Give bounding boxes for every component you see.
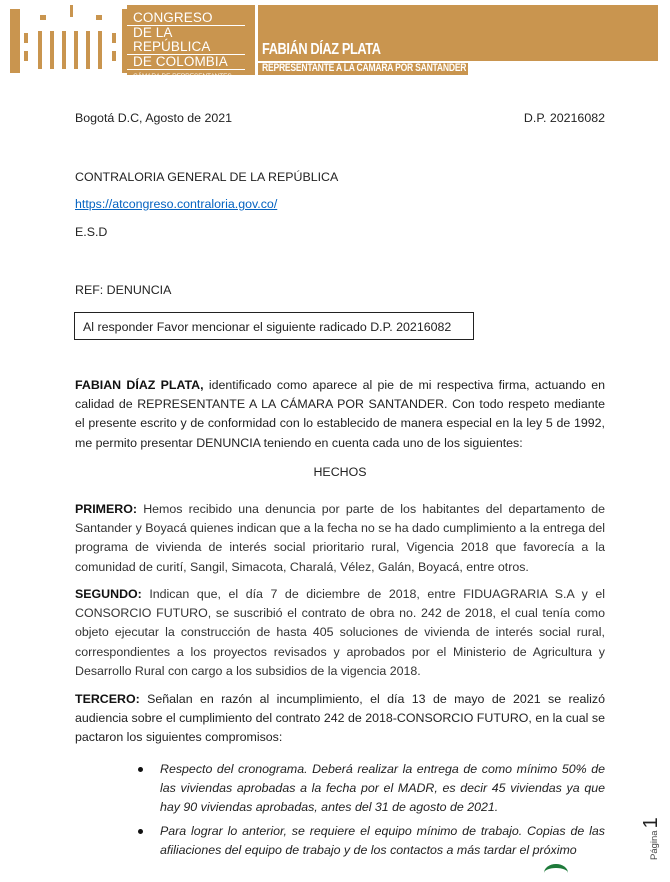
place-date: Bogotá D.C, Agosto de 2021: [75, 111, 233, 125]
page-number-value: 1: [640, 817, 662, 829]
fact-tercero: [75, 690, 605, 748]
representative-title: REPRESENTANTE A LA CÁMARA POR SANTANDER: [262, 62, 467, 74]
fact-segundo: [75, 585, 605, 681]
reference-number: D.P. 20216082: [523, 111, 605, 125]
list-item: [138, 760, 605, 818]
intro-name: FABIAN DÍAZ PLATA,: [75, 378, 204, 392]
representative-title-banner: [258, 63, 468, 75]
fact-text: Hemos recibido una denuncia por parte de los habitantes del departamento de Santander y Boyacá quienes indican que a la fecha no se ha dado cumplimiento a la entrega del programa de vivienda de interés social prioritario rural, Vigencia 2018 que favorecía a la comunidad de curití, Sangil, Simacota, Charalá, Vélez, Galán, Boyacá, entre otros.: [75, 502, 605, 574]
esd-label: E.S.D: [75, 225, 108, 239]
contraloria-link[interactable]: https://atcongreso.contraloria.gov.co/: [75, 197, 278, 211]
section-title-hechos: HECHOS: [313, 465, 367, 479]
fact-label: TERCERO:: [75, 692, 140, 706]
radicado-notice: Al responder Favor mencionar el siguiente radicado D.P. 20216082: [83, 320, 452, 334]
congreso-line-3: DE COLOMBIA: [127, 55, 245, 70]
representative-name: FABIÁN DÍAZ PLATA: [262, 41, 381, 58]
date-line: [75, 111, 605, 125]
bullet-icon: [138, 767, 143, 772]
letterhead: [0, 0, 670, 80]
commitment-text: Respecto del cronograma. Deberá realizar la entrega de como mínimo 50% de las viviendas aprobadas a la fecha por el MADR, es decir 45 viviendas ya que hay 90 viviendas aprobadas, antes del 31 de agosto de 2021.: [160, 762, 605, 815]
fact-text: Indican que, el día 7 de diciembre de 2018, entre FIDUAGRARIA S.A y el CONSORCIO FUTURO, se suscribió el contrato de obra no. 242 de 2018, el cual tenía como objeto ejecutar la construcción de hasta 405 soluciones de vivienda de interés social rural, correspondientes a los proyectos revisados y aprobados por el Ministerio de Agricultura y Desarrollo Rural con cargo a los subsidios de la vigencia 2018.: [75, 587, 605, 678]
radicado-notice-box: [74, 312, 474, 340]
reference-subject: REF: DENUNCIA: [75, 283, 172, 297]
fact-text: Señalan en razón al incumplimiento, el día 13 de mayo de 2021 se realizó audiencia sobre el cumplimiento del contrato 242 de 2018-CONSORCIO FUTURO, en la cual se pactaron los siguientes compromisos:: [75, 692, 605, 745]
fact-label: SEGUNDO:: [75, 587, 142, 601]
intro-text: identificado como aparece al pie de mi respectiva firma, actuando en calidad de REPRESENTANTE A LA CÁMARA POR SANTANDER. Con todo respeto mediante el presente escrito y de conformidad con lo establecido de manera especial en la ley 5 de 1992, me permito presentar DENUNCIA teniendo en cuenta cada uno de los siguientes:: [75, 378, 606, 450]
list-item: [138, 822, 605, 860]
congreso-line-2: DE LA REPÚBLICA: [127, 26, 245, 55]
commitments-list: [138, 760, 605, 864]
representative-name-banner: [258, 5, 658, 61]
congress-building-logo-icon: [8, 5, 128, 75]
congreso-line-1: CONGRESO: [127, 11, 245, 26]
recipient: CONTRALORIA GENERAL DE LA REPÚBLICA: [75, 170, 339, 184]
page-number: [640, 817, 663, 860]
fact-label: PRIMERO:: [75, 502, 137, 516]
intro-paragraph: [75, 376, 605, 453]
camara-label: CÁMARA DE REPRESENTANTES: [133, 73, 232, 80]
bullet-icon: [138, 829, 143, 834]
commitment-text: Para lograr lo anterior, se requiere el equipo mínimo de trabajo. Copias de las afiliaciones del equipo de trabajo y de los contactos a más tardar el próximo: [160, 823, 605, 857]
congreso-logo: [127, 5, 255, 80]
fact-primero: [75, 500, 605, 577]
page-label: Página: [649, 830, 660, 860]
footer-logo-icon: [544, 864, 568, 882]
